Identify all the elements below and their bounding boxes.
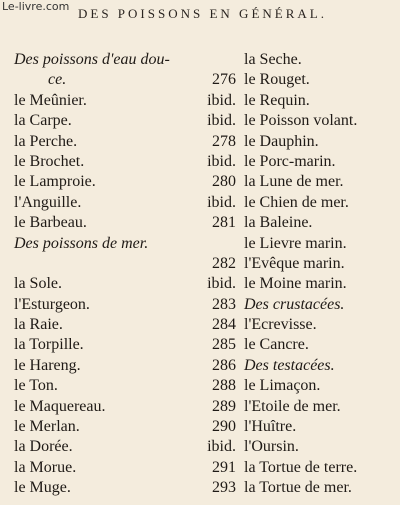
index-entry bbox=[14, 91, 236, 111]
index-entry bbox=[14, 193, 236, 213]
entry-name: Des crustacées. bbox=[244, 295, 345, 313]
entry-name: l'Oursin. bbox=[244, 438, 299, 456]
entry-name: l'Huître. bbox=[244, 418, 297, 436]
entry-name: le Barbeau. bbox=[14, 214, 87, 232]
running-head: DES POISSONS EN GÉNÉRAL. bbox=[78, 6, 327, 21]
index-entry bbox=[14, 417, 236, 437]
index-entry bbox=[244, 70, 394, 90]
entry-page: ibid. bbox=[207, 152, 236, 170]
entry-name: la Morue. bbox=[14, 458, 77, 476]
index-entry bbox=[244, 152, 394, 172]
index-entry bbox=[244, 91, 394, 111]
watermark: Le-livre.com bbox=[2, 0, 70, 13]
index-entry bbox=[244, 335, 394, 355]
entry-name: Des poissons d'eau dou- bbox=[14, 51, 170, 68]
index-entry bbox=[14, 50, 236, 70]
index-entry bbox=[14, 213, 236, 233]
entry-name: le Limaçon. bbox=[244, 377, 321, 395]
entry-page: 281 bbox=[212, 214, 236, 232]
left-index-column bbox=[14, 50, 236, 499]
entry-name: l'Anguille. bbox=[14, 193, 82, 211]
index-entry bbox=[244, 274, 394, 294]
entry-name: la Sole. bbox=[14, 275, 62, 293]
index-entry bbox=[14, 254, 236, 274]
entry-name: le Porc-marin. bbox=[244, 152, 336, 170]
entry-name: l'Esturgeon. bbox=[14, 295, 90, 313]
entry-page: ibid. bbox=[207, 438, 236, 456]
entry-name: le Muge. bbox=[14, 479, 71, 497]
entry-page: 291 bbox=[212, 458, 236, 476]
index-entry bbox=[244, 172, 394, 192]
index-entry bbox=[14, 172, 236, 192]
entry-page: 280 bbox=[212, 173, 236, 191]
entry-name: l'Etoile de mer. bbox=[244, 397, 341, 415]
index-entry bbox=[244, 295, 394, 315]
entry-name: la Baleine. bbox=[244, 214, 313, 232]
index-entry bbox=[244, 234, 394, 254]
entry-page: ibid. bbox=[207, 112, 236, 130]
entry-page: 290 bbox=[212, 418, 236, 436]
index-entry bbox=[14, 111, 236, 131]
entry-page: 282 bbox=[212, 254, 236, 272]
entry-name: le Poisson volant. bbox=[244, 112, 358, 130]
entry-name: le Lievre marin. bbox=[244, 234, 347, 252]
index-entry bbox=[244, 458, 394, 478]
index-entry bbox=[14, 132, 236, 152]
index-entry bbox=[14, 356, 236, 376]
entry-name: le Moine marin. bbox=[244, 275, 347, 293]
entry-name: la Dorée. bbox=[14, 438, 73, 456]
index-entry bbox=[244, 254, 394, 274]
entry-name: la Lune de mer. bbox=[244, 173, 344, 191]
index-entry bbox=[14, 295, 236, 315]
entry-page: ibid. bbox=[207, 193, 236, 211]
entry-page: 286 bbox=[212, 356, 236, 374]
entry-name: l'Evêque marin. bbox=[244, 254, 345, 272]
entry-name: le Meûnier. bbox=[14, 91, 87, 109]
index-entry bbox=[244, 213, 394, 233]
index-entry bbox=[244, 50, 394, 70]
index-entry bbox=[244, 437, 394, 457]
entry-name: la Tortue de terre. bbox=[244, 458, 358, 476]
entry-name: le Requin. bbox=[244, 91, 310, 109]
entry-name: le Maquereau. bbox=[14, 397, 106, 415]
right-index-column bbox=[244, 50, 394, 499]
index-entry bbox=[14, 152, 236, 172]
entry-name: le Hareng. bbox=[14, 356, 81, 374]
entry-page: ibid. bbox=[207, 91, 236, 109]
entry-name: Des testacées. bbox=[244, 356, 335, 374]
index-entry bbox=[14, 274, 236, 294]
entry-name: l'Ecrevisse. bbox=[244, 316, 317, 334]
entry-page: 288 bbox=[212, 377, 236, 395]
index-entry bbox=[14, 315, 236, 335]
index-entry bbox=[244, 193, 394, 213]
entry-name: la Perche. bbox=[14, 132, 78, 150]
entry-name: la Torpille. bbox=[14, 336, 84, 354]
index-entry bbox=[14, 376, 236, 396]
entry-name: la Tortue de mer. bbox=[244, 479, 352, 497]
index-entry bbox=[14, 234, 236, 254]
index-entry bbox=[244, 478, 394, 498]
index-entry bbox=[244, 315, 394, 335]
entry-page: 285 bbox=[212, 336, 236, 354]
entry-name: le Dauphin. bbox=[244, 132, 319, 150]
entry-name: la Seche. bbox=[244, 51, 302, 68]
index-entry bbox=[14, 458, 236, 478]
index-entry bbox=[244, 376, 394, 396]
entry-page: 289 bbox=[212, 397, 236, 415]
index-entry bbox=[14, 70, 236, 90]
entry-page: 278 bbox=[212, 132, 236, 150]
entry-name: ce. bbox=[48, 71, 67, 89]
entry-name: la Raie. bbox=[14, 316, 63, 334]
entry-page: 276 bbox=[212, 71, 236, 89]
entry-name: le Brochet. bbox=[14, 152, 85, 170]
entry-page: 283 bbox=[212, 295, 236, 313]
index-entry bbox=[14, 437, 236, 457]
entry-name: Des poissons de mer. bbox=[14, 234, 149, 252]
entry-page: ibid. bbox=[207, 275, 236, 293]
entry-page: 293 bbox=[212, 479, 236, 497]
entry-name: le Lamproie. bbox=[14, 173, 96, 191]
index-entry bbox=[244, 356, 394, 376]
index-entry bbox=[14, 397, 236, 417]
index-entry bbox=[244, 111, 394, 131]
entry-name: le Merlan. bbox=[14, 418, 80, 436]
entry-name: le Cancre. bbox=[244, 336, 309, 354]
index-entry bbox=[244, 132, 394, 152]
entry-page: 284 bbox=[212, 316, 236, 334]
index-entry bbox=[14, 478, 236, 498]
entry-name: le Rouget. bbox=[244, 71, 310, 89]
entry-name: le Chien de mer. bbox=[244, 193, 349, 211]
index-entry bbox=[14, 335, 236, 355]
index-entry bbox=[244, 417, 394, 437]
entry-name: le Ton. bbox=[14, 377, 58, 395]
index-entry bbox=[244, 397, 394, 417]
entry-name: la Carpe. bbox=[14, 112, 72, 130]
